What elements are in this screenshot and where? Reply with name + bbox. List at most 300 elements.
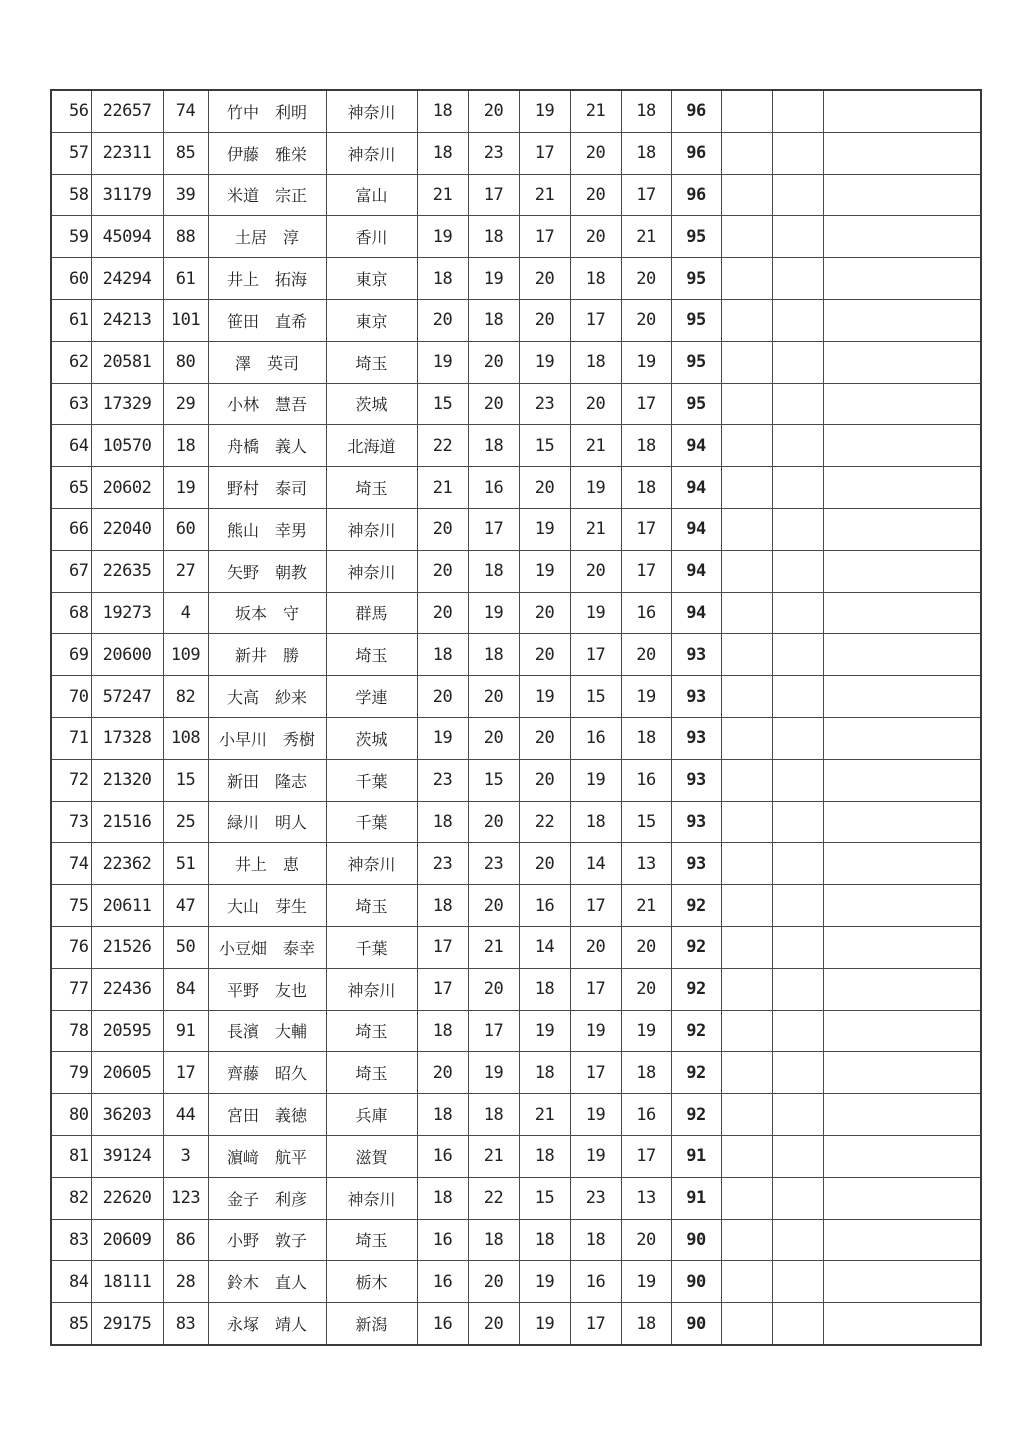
name-cell: 伊藤 雅栄 xyxy=(208,132,326,174)
round-1-score-cell: 17 xyxy=(417,968,468,1010)
table-row xyxy=(51,592,981,634)
round-3-score-cell: 21 xyxy=(519,1094,570,1136)
empty-cell-1 xyxy=(721,926,772,968)
rank-cell: 81 xyxy=(51,1135,91,1177)
entry-number-cell: 108 xyxy=(163,717,208,759)
round-2-score-cell: 15 xyxy=(468,759,519,801)
round-1-score-cell: 19 xyxy=(417,216,468,258)
round-3-score-cell: 17 xyxy=(519,216,570,258)
empty-cell-2 xyxy=(772,550,823,592)
empty-cell-1 xyxy=(721,759,772,801)
entry-number-cell: 3 xyxy=(163,1135,208,1177)
round-5-score-cell: 20 xyxy=(621,1219,671,1261)
empty-cell-1 xyxy=(721,174,772,216)
member-id-cell: 22635 xyxy=(91,550,163,592)
round-1-score-cell: 17 xyxy=(417,926,468,968)
empty-cell-3 xyxy=(823,885,981,927)
rank-cell: 56 xyxy=(51,90,91,132)
total-score-cell: 95 xyxy=(671,299,721,341)
table-row xyxy=(51,1052,981,1094)
round-5-score-cell: 18 xyxy=(621,90,671,132)
round-3-score-cell: 18 xyxy=(519,1219,570,1261)
member-id-cell: 20605 xyxy=(91,1052,163,1094)
prefecture-cell: 滋賀 xyxy=(326,1135,417,1177)
empty-cell-3 xyxy=(823,926,981,968)
prefecture-cell: 神奈川 xyxy=(326,1177,417,1219)
empty-cell-1 xyxy=(721,550,772,592)
round-5-score-cell: 16 xyxy=(621,759,671,801)
total-score-cell: 92 xyxy=(671,1094,721,1136)
round-4-score-cell: 23 xyxy=(570,1177,621,1219)
round-1-score-cell: 23 xyxy=(417,843,468,885)
round-4-score-cell: 15 xyxy=(570,676,621,718)
round-2-score-cell: 18 xyxy=(468,425,519,467)
round-2-score-cell: 20 xyxy=(468,90,519,132)
total-score-cell: 93 xyxy=(671,843,721,885)
empty-cell-1 xyxy=(721,1094,772,1136)
empty-cell-2 xyxy=(772,508,823,550)
round-1-score-cell: 16 xyxy=(417,1261,468,1303)
member-id-cell: 22657 xyxy=(91,90,163,132)
member-id-cell: 24213 xyxy=(91,299,163,341)
entry-number-cell: 44 xyxy=(163,1094,208,1136)
empty-cell-3 xyxy=(823,1052,981,1094)
table-row xyxy=(51,717,981,759)
round-1-score-cell: 20 xyxy=(417,299,468,341)
empty-cell-1 xyxy=(721,634,772,676)
member-id-cell: 17328 xyxy=(91,717,163,759)
empty-cell-3 xyxy=(823,1094,981,1136)
table-row xyxy=(51,1219,981,1261)
round-2-score-cell: 20 xyxy=(468,676,519,718)
empty-cell-2 xyxy=(772,132,823,174)
round-5-score-cell: 20 xyxy=(621,926,671,968)
table-row xyxy=(51,1135,981,1177)
table-row xyxy=(51,1303,981,1345)
table-row xyxy=(51,174,981,216)
table-row xyxy=(51,383,981,425)
entry-number-cell: 51 xyxy=(163,843,208,885)
round-1-score-cell: 16 xyxy=(417,1219,468,1261)
table-row xyxy=(51,801,981,843)
entry-number-cell: 27 xyxy=(163,550,208,592)
empty-cell-3 xyxy=(823,258,981,300)
round-1-score-cell: 19 xyxy=(417,341,468,383)
round-5-score-cell: 19 xyxy=(621,676,671,718)
empty-cell-3 xyxy=(823,425,981,467)
round-3-score-cell: 19 xyxy=(519,341,570,383)
prefecture-cell: 千葉 xyxy=(326,801,417,843)
total-score-cell: 93 xyxy=(671,676,721,718)
rank-cell: 66 xyxy=(51,508,91,550)
round-2-score-cell: 20 xyxy=(468,968,519,1010)
entry-number-cell: 60 xyxy=(163,508,208,550)
table-row xyxy=(51,676,981,718)
total-score-cell: 95 xyxy=(671,341,721,383)
empty-cell-2 xyxy=(772,174,823,216)
round-3-score-cell: 20 xyxy=(519,299,570,341)
round-3-score-cell: 19 xyxy=(519,676,570,718)
empty-cell-2 xyxy=(772,1135,823,1177)
empty-cell-3 xyxy=(823,467,981,509)
round-2-score-cell: 18 xyxy=(468,216,519,258)
round-5-score-cell: 18 xyxy=(621,1303,671,1345)
round-1-score-cell: 19 xyxy=(417,717,468,759)
round-5-score-cell: 17 xyxy=(621,550,671,592)
empty-cell-1 xyxy=(721,467,772,509)
round-4-score-cell: 19 xyxy=(570,759,621,801)
round-2-score-cell: 20 xyxy=(468,1261,519,1303)
total-score-cell: 94 xyxy=(671,508,721,550)
round-1-score-cell: 21 xyxy=(417,174,468,216)
empty-cell-1 xyxy=(721,1303,772,1345)
round-3-score-cell: 20 xyxy=(519,592,570,634)
round-4-score-cell: 18 xyxy=(570,1219,621,1261)
member-id-cell: 24294 xyxy=(91,258,163,300)
round-4-score-cell: 16 xyxy=(570,1261,621,1303)
entry-number-cell: 18 xyxy=(163,425,208,467)
name-cell: 平野 友也 xyxy=(208,968,326,1010)
round-3-score-cell: 15 xyxy=(519,1177,570,1219)
total-score-cell: 92 xyxy=(671,926,721,968)
round-1-score-cell: 20 xyxy=(417,592,468,634)
prefecture-cell: 神奈川 xyxy=(326,508,417,550)
entry-number-cell: 17 xyxy=(163,1052,208,1094)
empty-cell-3 xyxy=(823,1177,981,1219)
round-5-score-cell: 13 xyxy=(621,843,671,885)
round-5-score-cell: 20 xyxy=(621,634,671,676)
total-score-cell: 96 xyxy=(671,90,721,132)
round-4-score-cell: 17 xyxy=(570,968,621,1010)
member-id-cell: 21320 xyxy=(91,759,163,801)
empty-cell-1 xyxy=(721,676,772,718)
round-4-score-cell: 19 xyxy=(570,467,621,509)
rank-cell: 61 xyxy=(51,299,91,341)
round-4-score-cell: 16 xyxy=(570,717,621,759)
name-cell: 米道 宗正 xyxy=(208,174,326,216)
name-cell: 大山 芽生 xyxy=(208,885,326,927)
empty-cell-2 xyxy=(772,592,823,634)
table-row xyxy=(51,299,981,341)
round-2-score-cell: 20 xyxy=(468,383,519,425)
round-5-score-cell: 16 xyxy=(621,1094,671,1136)
total-score-cell: 95 xyxy=(671,258,721,300)
round-3-score-cell: 18 xyxy=(519,968,570,1010)
round-3-score-cell: 17 xyxy=(519,132,570,174)
empty-cell-3 xyxy=(823,174,981,216)
round-1-score-cell: 22 xyxy=(417,425,468,467)
total-score-cell: 91 xyxy=(671,1135,721,1177)
table-row xyxy=(51,258,981,300)
empty-cell-3 xyxy=(823,1303,981,1345)
name-cell: 坂本 守 xyxy=(208,592,326,634)
total-score-cell: 92 xyxy=(671,885,721,927)
prefecture-cell: 北海道 xyxy=(326,425,417,467)
rank-cell: 85 xyxy=(51,1303,91,1345)
rank-cell: 74 xyxy=(51,843,91,885)
round-3-score-cell: 23 xyxy=(519,383,570,425)
round-4-score-cell: 17 xyxy=(570,885,621,927)
round-2-score-cell: 19 xyxy=(468,592,519,634)
name-cell: 野村 泰司 xyxy=(208,467,326,509)
round-4-score-cell: 20 xyxy=(570,550,621,592)
total-score-cell: 94 xyxy=(671,550,721,592)
round-1-score-cell: 20 xyxy=(417,676,468,718)
round-5-score-cell: 18 xyxy=(621,1052,671,1094)
round-5-score-cell: 18 xyxy=(621,425,671,467)
round-1-score-cell: 18 xyxy=(417,132,468,174)
entry-number-cell: 109 xyxy=(163,634,208,676)
empty-cell-2 xyxy=(772,676,823,718)
empty-cell-1 xyxy=(721,1135,772,1177)
empty-cell-2 xyxy=(772,1303,823,1345)
round-1-score-cell: 20 xyxy=(417,550,468,592)
entry-number-cell: 74 xyxy=(163,90,208,132)
member-id-cell: 10570 xyxy=(91,425,163,467)
round-2-score-cell: 20 xyxy=(468,885,519,927)
round-1-score-cell: 18 xyxy=(417,885,468,927)
empty-cell-3 xyxy=(823,1219,981,1261)
round-4-score-cell: 20 xyxy=(570,216,621,258)
rank-cell: 75 xyxy=(51,885,91,927)
round-4-score-cell: 17 xyxy=(570,1303,621,1345)
prefecture-cell: 富山 xyxy=(326,174,417,216)
entry-number-cell: 15 xyxy=(163,759,208,801)
member-id-cell: 20595 xyxy=(91,1010,163,1052)
round-5-score-cell: 19 xyxy=(621,341,671,383)
round-2-score-cell: 23 xyxy=(468,132,519,174)
round-4-score-cell: 14 xyxy=(570,843,621,885)
empty-cell-1 xyxy=(721,885,772,927)
total-score-cell: 93 xyxy=(671,717,721,759)
empty-cell-1 xyxy=(721,258,772,300)
empty-cell-1 xyxy=(721,843,772,885)
round-1-score-cell: 20 xyxy=(417,1052,468,1094)
empty-cell-2 xyxy=(772,425,823,467)
total-score-cell: 94 xyxy=(671,467,721,509)
round-1-score-cell: 18 xyxy=(417,1094,468,1136)
round-3-score-cell: 20 xyxy=(519,759,570,801)
empty-cell-2 xyxy=(772,1219,823,1261)
entry-number-cell: 50 xyxy=(163,926,208,968)
empty-cell-3 xyxy=(823,843,981,885)
round-4-score-cell: 18 xyxy=(570,258,621,300)
member-id-cell: 22620 xyxy=(91,1177,163,1219)
round-3-score-cell: 20 xyxy=(519,258,570,300)
round-5-score-cell: 19 xyxy=(621,1010,671,1052)
round-4-score-cell: 20 xyxy=(570,174,621,216)
member-id-cell: 57247 xyxy=(91,676,163,718)
empty-cell-3 xyxy=(823,801,981,843)
table-row xyxy=(51,341,981,383)
total-score-cell: 90 xyxy=(671,1261,721,1303)
empty-cell-2 xyxy=(772,717,823,759)
prefecture-cell: 千葉 xyxy=(326,926,417,968)
total-score-cell: 96 xyxy=(671,174,721,216)
empty-cell-2 xyxy=(772,634,823,676)
member-id-cell: 22040 xyxy=(91,508,163,550)
table-row xyxy=(51,843,981,885)
prefecture-cell: 新潟 xyxy=(326,1303,417,1345)
round-1-score-cell: 16 xyxy=(417,1135,468,1177)
member-id-cell: 19273 xyxy=(91,592,163,634)
round-3-score-cell: 16 xyxy=(519,885,570,927)
round-2-score-cell: 20 xyxy=(468,1303,519,1345)
prefecture-cell: 埼玉 xyxy=(326,467,417,509)
name-cell: 井上 拓海 xyxy=(208,258,326,300)
round-1-score-cell: 18 xyxy=(417,1010,468,1052)
round-1-score-cell: 16 xyxy=(417,1303,468,1345)
round-5-score-cell: 17 xyxy=(621,383,671,425)
rank-cell: 77 xyxy=(51,968,91,1010)
empty-cell-3 xyxy=(823,508,981,550)
table-body xyxy=(51,90,981,1345)
round-2-score-cell: 17 xyxy=(468,508,519,550)
name-cell: 小野 敦子 xyxy=(208,1219,326,1261)
entry-number-cell: 85 xyxy=(163,132,208,174)
empty-cell-1 xyxy=(721,1052,772,1094)
round-2-score-cell: 18 xyxy=(468,1094,519,1136)
member-id-cell: 20611 xyxy=(91,885,163,927)
round-5-score-cell: 15 xyxy=(621,801,671,843)
round-5-score-cell: 17 xyxy=(621,1135,671,1177)
member-id-cell: 20609 xyxy=(91,1219,163,1261)
round-5-score-cell: 13 xyxy=(621,1177,671,1219)
round-2-score-cell: 20 xyxy=(468,801,519,843)
prefecture-cell: 東京 xyxy=(326,258,417,300)
name-cell: 緑川 明人 xyxy=(208,801,326,843)
empty-cell-1 xyxy=(721,299,772,341)
table-row xyxy=(51,926,981,968)
rank-cell: 57 xyxy=(51,132,91,174)
table-row xyxy=(51,550,981,592)
name-cell: 熊山 幸男 xyxy=(208,508,326,550)
name-cell: 笹田 直希 xyxy=(208,299,326,341)
table-row xyxy=(51,634,981,676)
round-5-score-cell: 18 xyxy=(621,132,671,174)
total-score-cell: 92 xyxy=(671,968,721,1010)
round-3-score-cell: 19 xyxy=(519,508,570,550)
prefecture-cell: 神奈川 xyxy=(326,90,417,132)
round-3-score-cell: 15 xyxy=(519,425,570,467)
round-4-score-cell: 17 xyxy=(570,299,621,341)
prefecture-cell: 埼玉 xyxy=(326,885,417,927)
round-5-score-cell: 21 xyxy=(621,216,671,258)
prefecture-cell: 埼玉 xyxy=(326,634,417,676)
empty-cell-1 xyxy=(721,341,772,383)
empty-cell-3 xyxy=(823,676,981,718)
prefecture-cell: 神奈川 xyxy=(326,843,417,885)
empty-cell-2 xyxy=(772,299,823,341)
rank-cell: 78 xyxy=(51,1010,91,1052)
round-2-score-cell: 20 xyxy=(468,341,519,383)
prefecture-cell: 東京 xyxy=(326,299,417,341)
empty-cell-3 xyxy=(823,634,981,676)
round-1-score-cell: 21 xyxy=(417,467,468,509)
name-cell: 矢野 朝教 xyxy=(208,550,326,592)
round-1-score-cell: 18 xyxy=(417,801,468,843)
round-4-score-cell: 18 xyxy=(570,801,621,843)
name-cell: 金子 利彦 xyxy=(208,1177,326,1219)
round-5-score-cell: 20 xyxy=(621,968,671,1010)
round-3-score-cell: 19 xyxy=(519,1303,570,1345)
round-2-score-cell: 16 xyxy=(468,467,519,509)
empty-cell-2 xyxy=(772,1261,823,1303)
round-2-score-cell: 21 xyxy=(468,1135,519,1177)
name-cell: 永塚 靖人 xyxy=(208,1303,326,1345)
table-row xyxy=(51,1010,981,1052)
name-cell: 長濱 大輔 xyxy=(208,1010,326,1052)
rank-cell: 80 xyxy=(51,1094,91,1136)
round-4-score-cell: 20 xyxy=(570,383,621,425)
round-1-score-cell: 18 xyxy=(417,634,468,676)
rank-cell: 73 xyxy=(51,801,91,843)
total-score-cell: 90 xyxy=(671,1303,721,1345)
round-4-score-cell: 17 xyxy=(570,1052,621,1094)
name-cell: 鈴木 直人 xyxy=(208,1261,326,1303)
empty-cell-3 xyxy=(823,216,981,258)
rank-cell: 84 xyxy=(51,1261,91,1303)
prefecture-cell: 埼玉 xyxy=(326,1052,417,1094)
member-id-cell: 36203 xyxy=(91,1094,163,1136)
name-cell: 井上 恵 xyxy=(208,843,326,885)
member-id-cell: 45094 xyxy=(91,216,163,258)
empty-cell-3 xyxy=(823,90,981,132)
entry-number-cell: 4 xyxy=(163,592,208,634)
prefecture-cell: 神奈川 xyxy=(326,968,417,1010)
prefecture-cell: 埼玉 xyxy=(326,341,417,383)
member-id-cell: 31179 xyxy=(91,174,163,216)
prefecture-cell: 学連 xyxy=(326,676,417,718)
round-5-score-cell: 18 xyxy=(621,467,671,509)
empty-cell-1 xyxy=(721,1261,772,1303)
round-5-score-cell: 20 xyxy=(621,258,671,300)
table-row xyxy=(51,467,981,509)
entry-number-cell: 29 xyxy=(163,383,208,425)
entry-number-cell: 88 xyxy=(163,216,208,258)
name-cell: 澤 英司 xyxy=(208,341,326,383)
entry-number-cell: 86 xyxy=(163,1219,208,1261)
total-score-cell: 96 xyxy=(671,132,721,174)
empty-cell-3 xyxy=(823,383,981,425)
round-3-score-cell: 18 xyxy=(519,1135,570,1177)
name-cell: 大高 紗来 xyxy=(208,676,326,718)
member-id-cell: 22436 xyxy=(91,968,163,1010)
round-2-score-cell: 19 xyxy=(468,258,519,300)
round-3-score-cell: 22 xyxy=(519,801,570,843)
empty-cell-2 xyxy=(772,759,823,801)
round-1-score-cell: 18 xyxy=(417,90,468,132)
round-2-score-cell: 20 xyxy=(468,717,519,759)
total-score-cell: 93 xyxy=(671,759,721,801)
round-1-score-cell: 20 xyxy=(417,508,468,550)
round-1-score-cell: 18 xyxy=(417,1177,468,1219)
entry-number-cell: 91 xyxy=(163,1010,208,1052)
table-row xyxy=(51,759,981,801)
total-score-cell: 93 xyxy=(671,801,721,843)
round-4-score-cell: 19 xyxy=(570,1010,621,1052)
prefecture-cell: 兵庫 xyxy=(326,1094,417,1136)
round-5-score-cell: 17 xyxy=(621,174,671,216)
prefecture-cell: 茨城 xyxy=(326,383,417,425)
member-id-cell: 18111 xyxy=(91,1261,163,1303)
entry-number-cell: 47 xyxy=(163,885,208,927)
entry-number-cell: 123 xyxy=(163,1177,208,1219)
round-2-score-cell: 18 xyxy=(468,1219,519,1261)
prefecture-cell: 群馬 xyxy=(326,592,417,634)
round-5-score-cell: 17 xyxy=(621,508,671,550)
round-2-score-cell: 23 xyxy=(468,843,519,885)
